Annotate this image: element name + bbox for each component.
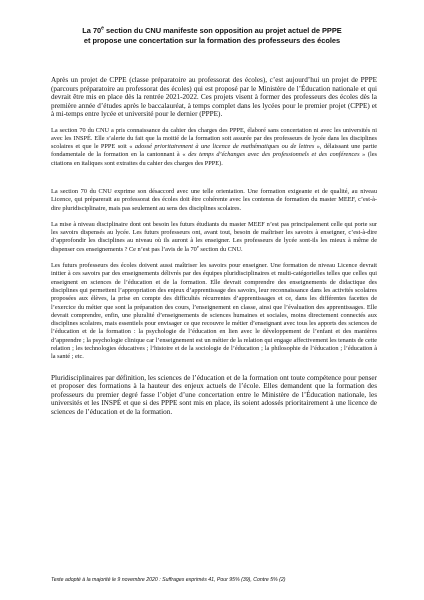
document-title [40, 26, 384, 46]
title-line-1: La 70e section du CNU manifeste son opposition au projet actuel de PPPE [82, 25, 342, 35]
paragraph-disagreement: La section 70 du CNU exprime son désaccord avec une telle orientation. Une formation exigeante et de qualité, au niveau Licence, qui préparerait au professorat des écoles doit être cohérente avec les contenus de formation du master MEEF, c’est-à-dire pluridisciplinaire, mais pas seulement au sens des disciplines scolaires. [51, 187, 377, 212]
paragraph-concern: La section 70 du CNU a pris connaissance du cahier des charges des PPPE, élaboré sans concertation ni avec les universités ni avec les INSPÉ. Elle s’alerte du fait que la moitié de la formation soit assurée par des professeurs de lycée dans les disciplines scolaires et que le PPPE soit « adossé prioritairement à une licence de mathématiques ou de lettres », délaissant une partie fondamentale de la formation en la cantonnant à « des temps d’échanges avec des professionnels et des conférences » (les citations en italiques sont extraites du cahier des charges des PPPE). [51, 126, 377, 167]
vote-footnote: Texte adopté à la majorité le 9 novembre 2020 : Suffrages exprimés 41, Pour 95% (39), Contre 5% (2) [51, 577, 286, 583]
paragraph-knowledge-to-teach: Les futurs professeurs des écoles doivent aussi maîtriser les savoirs pour enseigner. Une formation de niveau Licence devrait initier à ces savoirs par des enseignements délivrés par des équipes pluridisciplinaires et multi-catégorielles telles que celles qui enseignent en sciences de l’éducation et de la formation. Elle devrait comprendre des enseignements de didactique des disciplines qui permettent l’appropriation des enjeux d’apprentissage des savoirs, leur reconnaissance dans les activités scolaires proposées aux élèves, la prise en compte des difficultés récurrentes d’apprentissages et ce, dans les différentes facettes de l’exercice du métier que sont la préparation des cours, l’enseignement en classe, ainsi que l’évaluation des apprentissages. Elle devrait comprendre, enfin, une pluralité d’enseignements de sciences humaines et sociales, moins directement connectés aux disciplines scolaires, mais essentiels pour envisager ce que recouvre le métier d’enseignant avec tous les apports des sciences de l’éducation et de la formation : la psychologie de l’éducation en lien avec le développement de l’enfant et des manières d’apprendre ; la psychologie clinique car l’enseignement est un métier de la relation qui engage affectivement les tenants de cette relation ; les technologies éducatives ; l’histoire et de la sociologie de l’éducation ; la philosophie de l’éducation ; l’éducation à la santé ; etc. [51, 262, 377, 361]
paragraph-disciplinary-level: La mise à niveau disciplinaire dont ont besoin les futurs étudiants du master MEEF n’est pas principalement celle qui porte sur les savoirs dispensés au lycée. Les futurs professeurs ont, avant tout, besoin de maîtriser les savoirs à enseigner, c’est-à-dire d’approfondir les disciplines au niveau où ils auront à les enseigner. Les professeurs de lycée sont-ils les mieux à même de dispenser ces enseignements ? Ce n’est pas l’avis de la 70e section du CNU. [51, 220, 377, 253]
paragraph-conclusion: Pluridisciplinaires par définition, les sciences de l’éducation et de la formation ont toute compétence pour penser et proposer des formations à la hauteur des enjeux actuels de l’école. Elles demandent que la formation des professeurs du premier degré fasse l’objet d’une concertation entre le Ministère de l’Éducation nationale, les universités et les INSPÉ et que si des PPPE sont mis en place, ils soient adossés prioritairement à une licence de sciences de l’éducation et de la formation. [51, 373, 377, 416]
title-line-2: et propose une concertation sur la formation des professeurs des écoles [83, 36, 341, 45]
document-body [51, 76, 377, 416]
paragraph-intro: Après un projet de CPPE (classe préparatoire au professorat des écoles), c’est aujourd’hui un projet de PPPE (parcours préparatoire au professorat des écoles) qui est proposé par le Ministère de l’Éducation nationale et qui devrait être mis en place dès la rentrée 2021-2022. Ces projets visent à former des professeurs des écoles dès la première année d’études après le baccalauréat, à temps complet dans les lycées pour le premier projet (CPPE) et à mi-temps entre lycée et université pour le dernier (PPPE). [51, 76, 377, 118]
